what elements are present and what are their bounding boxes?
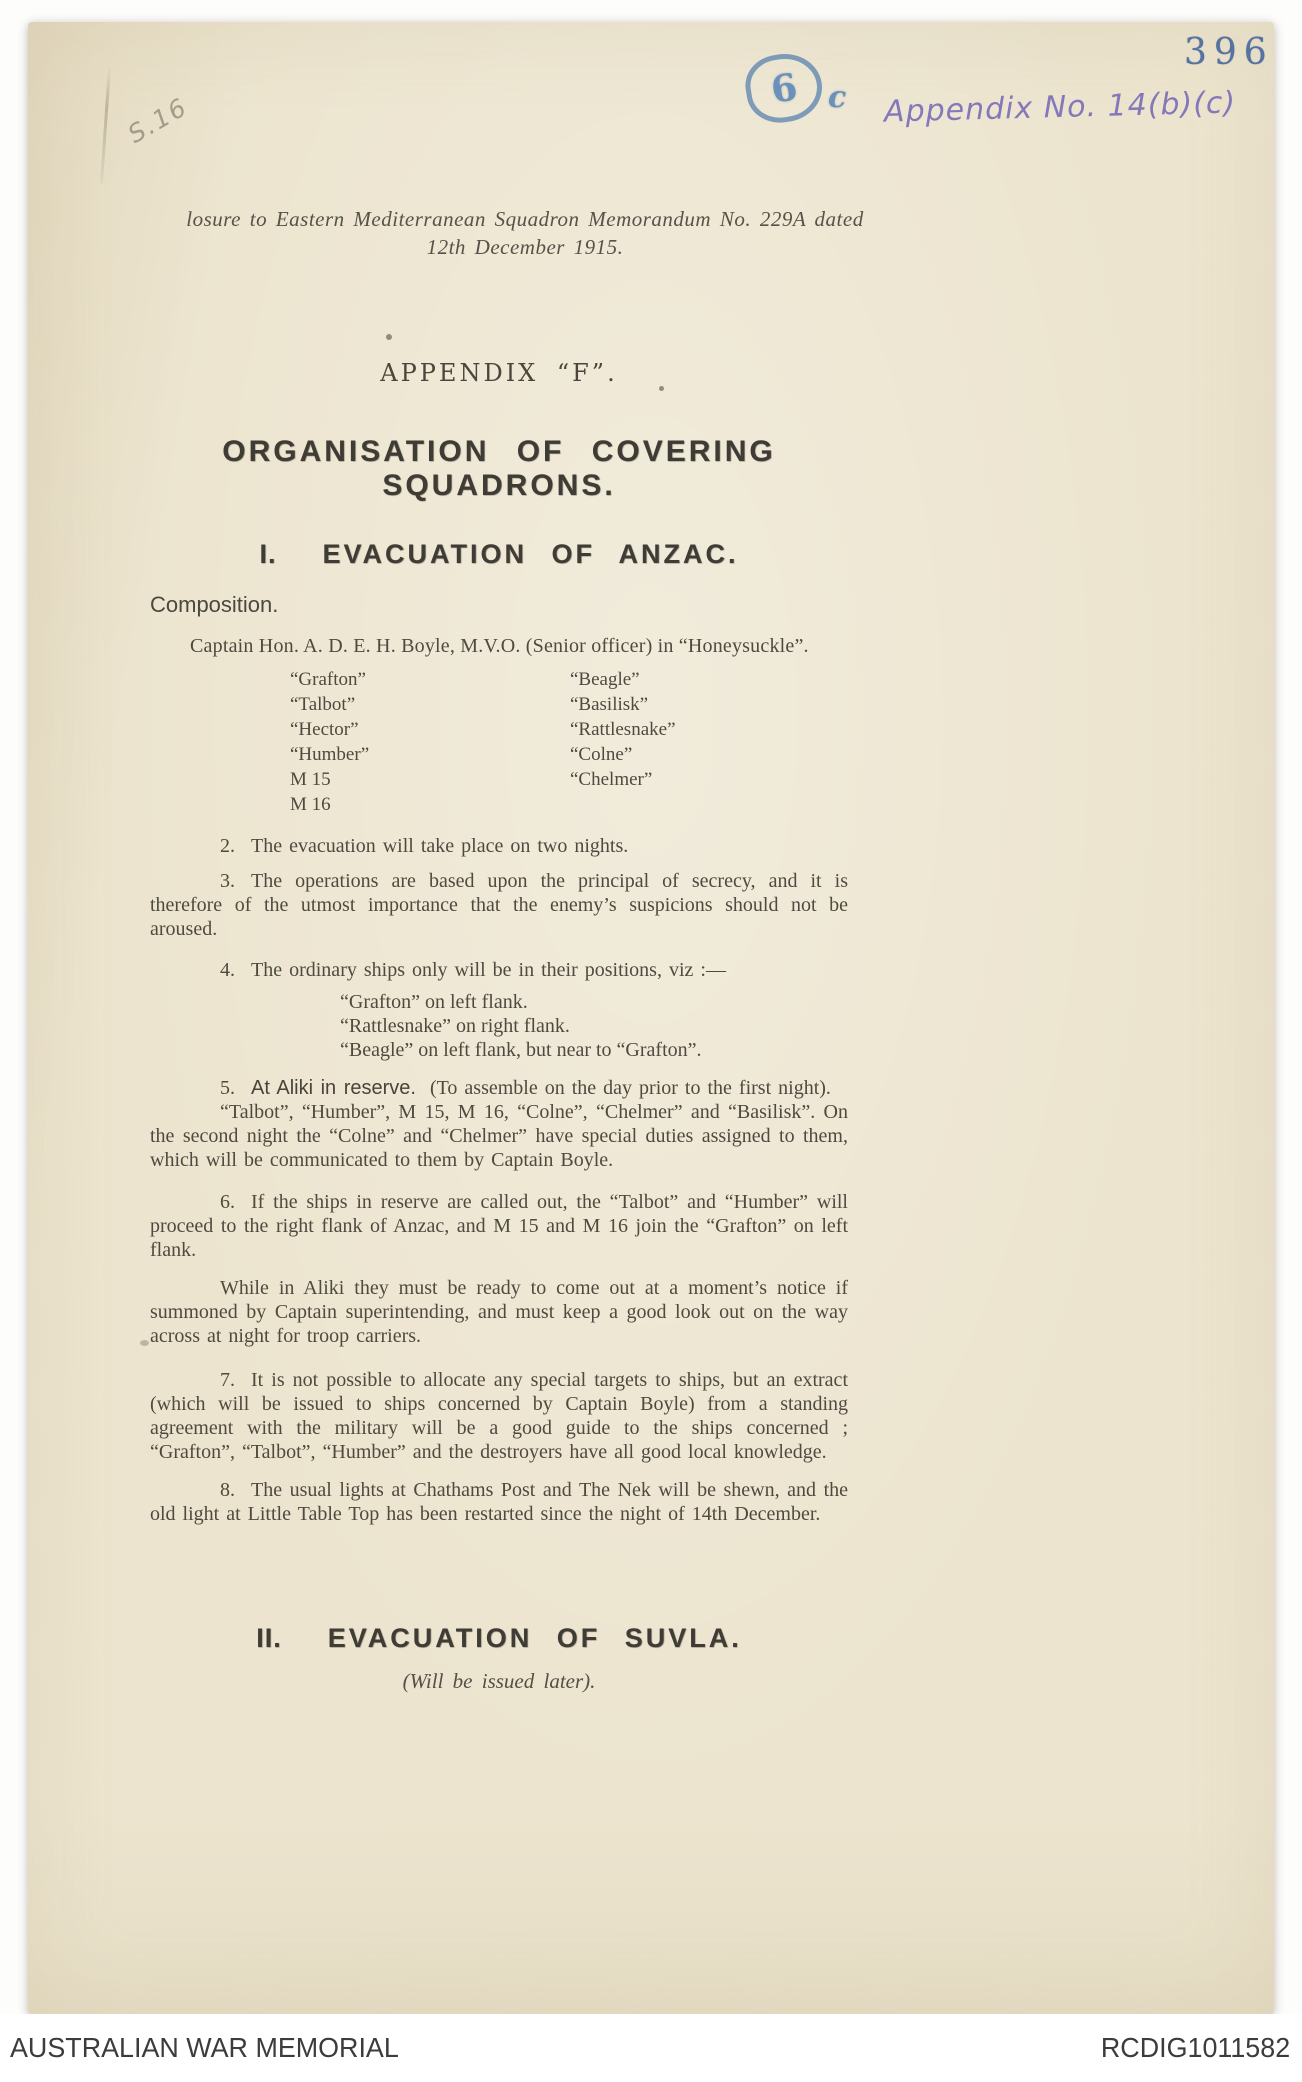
circled-number-suffix: c (828, 80, 847, 115)
paragraph-text: The evacuation will take place on two nights. (251, 835, 629, 857)
section-1-heading (150, 539, 848, 569)
ship-name: “Hector” (290, 719, 359, 740)
paragraph-7 (150, 1368, 848, 1464)
ship-list-column-2 (570, 667, 676, 817)
ship-name: “Humber” (290, 744, 370, 765)
paragraph-5-lead-text: At Aliki in reserve. (251, 1077, 416, 1099)
paragraph-number: 4. (220, 959, 235, 981)
paragraph-number: 8. (220, 1479, 235, 1501)
ship-list (150, 667, 848, 817)
archive-page-number: 396 (1184, 32, 1274, 73)
enclosure-line-2: 12th December 1915. (426, 235, 624, 259)
paragraph-8 (150, 1478, 848, 1526)
section-2-title: EVACUATION OF SUVLA. (327, 1623, 742, 1653)
paragraph-4 (150, 958, 848, 982)
enclosure-line-1: losure to Eastern Mediterranean Squadron Memorandum No. 229A dated (186, 207, 864, 231)
ship-name: M 16 (290, 794, 331, 815)
ship-position: “Rattlesnake” on right flank. (340, 1015, 570, 1037)
paragraph-5-lead (150, 1076, 848, 1100)
paragraph-text: The usual lights at Chathams Post and The Nek will be shewn, and the old light at Little Table Top has been restarted since the night of 14th December. (150, 1479, 848, 1525)
paragraph-3 (150, 869, 848, 941)
section-2-heading (150, 1623, 848, 1653)
section-2-number: II. (256, 1623, 282, 1653)
ship-name: “Talbot” (290, 694, 356, 715)
ship-name: M 15 (290, 769, 331, 790)
paragraph-text: It is not possible to allocate any special targets to ships, but an extract (which will be issued to ships concerned by Captain Boyle) from a standing agreement with the military will be a good guide to the ships concerned ; “Grafton”, “Talbot”, “Humber” and the destroyers have all good local knowledge. (150, 1369, 848, 1463)
paragraph-number: 5. (220, 1077, 235, 1099)
enclosure-note (176, 205, 874, 261)
composition-label: Composition. (150, 592, 279, 617)
paragraph-4-ship-positions (340, 990, 848, 1062)
ship-name: “Rattlesnake” (570, 719, 676, 740)
captain-line: Captain Hon. A. D. E. H. Boyle, M.V.O. (Senior officer) in “Honeysuckle”. (190, 635, 809, 657)
circled-number-value: 6 (767, 64, 801, 112)
ship-position: “Grafton” on left flank. (340, 991, 528, 1013)
footer-institution: AUSTRALIAN WAR MEMORIAL (10, 2032, 399, 2063)
ship-name: “Chelmer” (570, 769, 653, 790)
pencil-stroke (100, 66, 111, 184)
ship-name: “Grafton” (290, 669, 366, 690)
footer-record-id: RCDIG1011582 (1100, 2032, 1290, 2063)
paragraph-text: If the ships in reserve are called out, the “Talbot” and “Humber” will proceed to the right flank of Anzac, and M 15 and M 16 join the “Grafton” on left flank. (150, 1191, 848, 1261)
document-page (28, 22, 1274, 2014)
section-1-title: EVACUATION OF ANZAC. (322, 539, 739, 569)
pencil-mark: S.16 (123, 92, 193, 149)
section-1-number: I. (259, 539, 277, 569)
ship-name: “Basilisk” (570, 694, 649, 715)
ship-position: “Beagle” on left flank, but near to “Grafton”. (340, 1039, 702, 1061)
appendix-title: APPENDIX “F”. (380, 359, 618, 387)
printed-content (150, 200, 864, 1694)
paragraph-aliki: While in Aliki they must be ready to come out at a moment’s notice if summoned by Captain superintending, and must keep a good look out on the way across at night for troop carriers. (150, 1277, 848, 1347)
paragraph-5-lead-rest: (To assemble on the day prior to the first night). (429, 1077, 831, 1099)
ship-list-column-1 (290, 667, 570, 817)
paragraph-text: The ordinary ships only will be in their positions, viz :— (251, 959, 726, 981)
paragraph-number: 2. (220, 835, 235, 857)
handwritten-appendix-note: Appendix No. 14(b)(c) (883, 85, 1237, 130)
issued-later-note: (Will be issued later). (402, 1669, 596, 1693)
paragraph-5-body: “Talbot”, “Humber”, M 15, M 16, “Colne”, “Chelmer” and “Basilisk”. On the second night the “Colne” and “Chelmer” have special duties assigned to them, which will be communicated to them by Captain Boyle. (150, 1101, 848, 1171)
ship-name: “Colne” (570, 744, 633, 765)
paragraph-2 (150, 834, 848, 858)
circled-number (741, 48, 827, 127)
paragraph-6 (150, 1190, 848, 1262)
paragraph-number: 3. (220, 870, 235, 892)
ship-name: “Beagle” (570, 669, 640, 690)
blue-crayon-mark (746, 50, 876, 130)
paragraph-text: The operations are based upon the principal of secrecy, and it is therefore of the utmost importance that the enemy’s suspicions should not be aroused. (150, 870, 848, 940)
ink-speck (140, 1340, 149, 1346)
paragraph-number: 6. (220, 1191, 235, 1213)
paragraph-number: 7. (220, 1369, 235, 1391)
document-title: ORGANISATION OF COVERING SQUADRONS. (222, 435, 776, 502)
footer-bar (0, 2014, 1302, 2082)
